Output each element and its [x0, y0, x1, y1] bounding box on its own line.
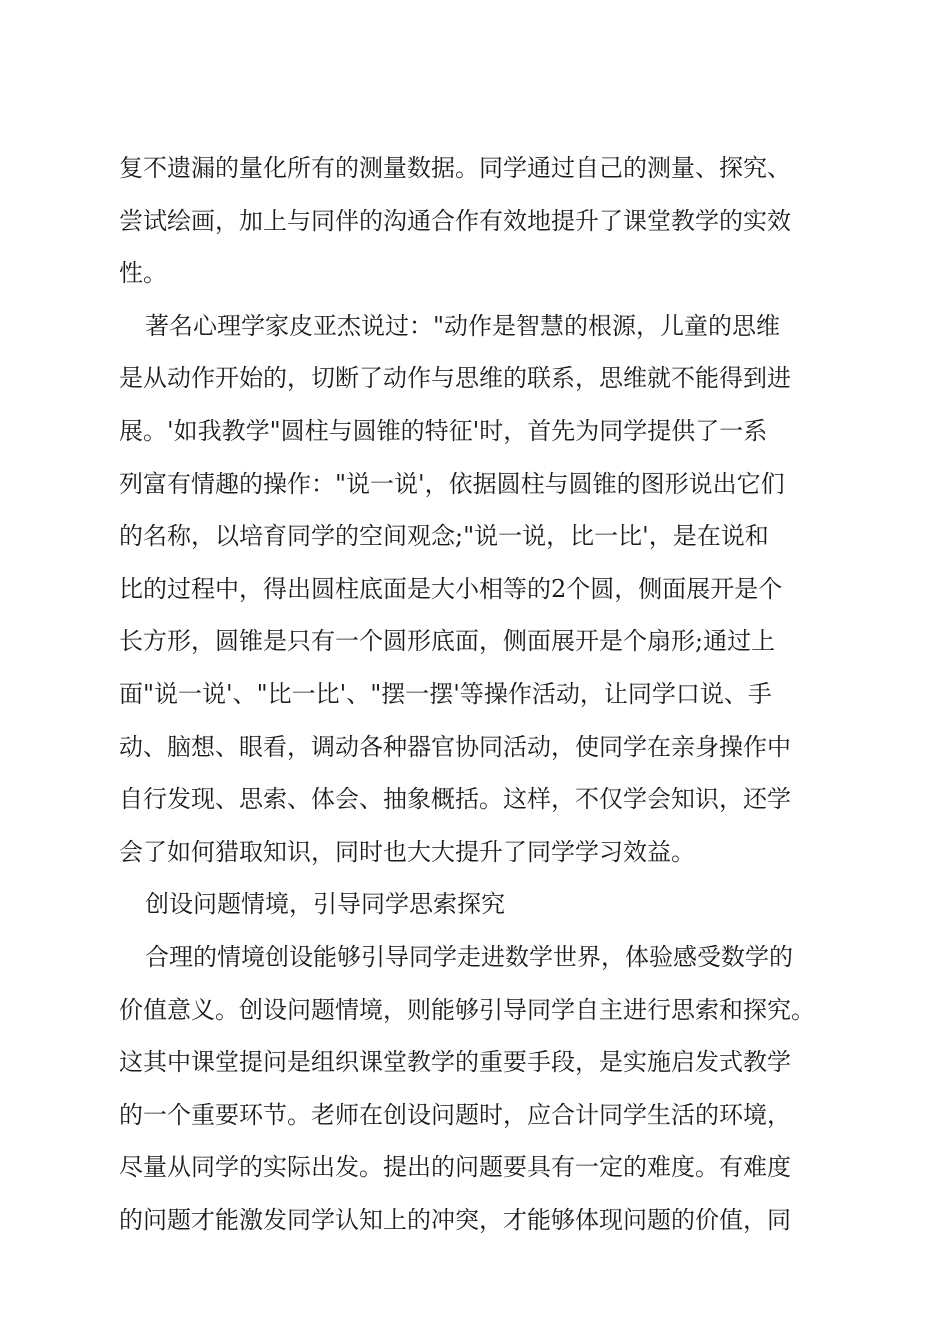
- text-line: 自行发现、思索、体会、抽象概括。这样，不仅学会知识，还学: [119, 785, 791, 814]
- body-text: [119, 142, 839, 1246]
- text-line: 的一个重要环节。老师在创设问题时，应合计同学生活的环境，: [119, 1100, 791, 1129]
- text-line: 著名心理学家皮亚杰说过："动作是智慧的根源，儿童的思维: [145, 311, 781, 340]
- text-line: 动、脑想、眼看，调动各种器官协同活动，使同学在亲身操作中: [119, 732, 791, 761]
- text-line: 的名称，以培育同学的空间观念;"说一说，比一比'，是在说和: [119, 522, 769, 551]
- text-line: 展。'如我教学"圆柱与圆锥的特征'时，首先为同学提供了一系: [119, 416, 768, 445]
- text-line: 价值意义。创设问题情境，则能够引导同学自主进行思索和探究。: [119, 995, 815, 1024]
- text-line: 会了如何猎取知识，同时也大大提升了同学学习效益。: [119, 837, 695, 866]
- text-line: 尽量从同学的实际出发。提出的问题要具有一定的难度。有难度: [119, 1153, 791, 1182]
- text-line: 性。: [119, 259, 167, 288]
- text-line: 面"说一说'、"比一比'、"摆一摆'等操作活动，让同学口说、手: [119, 679, 772, 708]
- text-line: 尝试绘画，加上与同伴的沟通合作有效地提升了课堂教学的实效: [119, 206, 791, 235]
- text-line: 比的过程中，得出圆柱底面是大小相等的2个圆，侧面展开是个: [119, 574, 783, 603]
- text-line: 创设问题情境，引导同学思索探究: [145, 890, 505, 919]
- text-line: 复不遗漏的量化所有的测量数据。同学通过自己的测量、探究、: [119, 154, 791, 182]
- text-line: 列富有情趣的操作："说一说'，依据圆柱与圆锥的图形说出它们: [119, 469, 785, 498]
- text-line: 的问题才能激发同学认知上的冲突，才能够体现问题的价值，同: [119, 1205, 791, 1234]
- text-line: 长方形，圆锥是只有一个圆形底面，侧面展开是个扇形;通过上: [119, 627, 776, 656]
- text-line: 这其中课堂提问是组织课堂教学的重要手段，是实施启发式教学: [119, 1048, 791, 1077]
- text-line: 是从动作开始的，切断了动作与思维的联系，思维就不能得到进: [119, 364, 791, 393]
- text-line: 合理的情境创设能够引导同学走进数学世界，体验感受数学的: [145, 942, 793, 971]
